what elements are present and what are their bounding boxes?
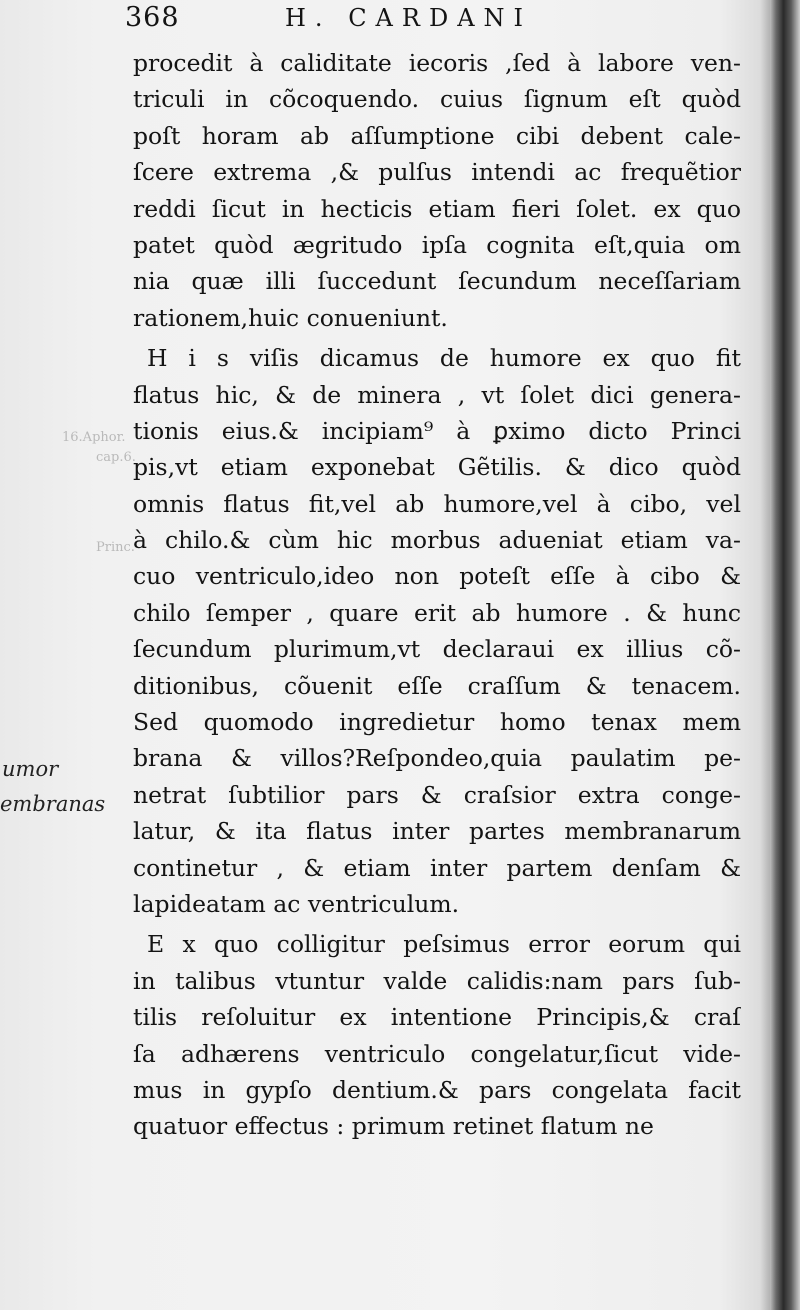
text-line: pis,vt etiam exponebat Gẽtilis. & dico quòd (133, 453, 741, 482)
text-line: ſecundum plurimum,vt declaraui ex illius cõ- (133, 635, 741, 664)
text-line: omnis flatus fit,vel ab humore,vel à cibo, vel (133, 489, 741, 518)
folio-number: 368 (125, 2, 180, 33)
show-through-text: Princ. (96, 540, 135, 555)
page-gutter (770, 0, 800, 1310)
text-line: latur, & ita flatus inter partes membranarum (133, 817, 741, 846)
text-line: Sed quomodo ingredietur homo tenax mem (133, 708, 741, 737)
body-text (133, 45, 741, 1145)
text-line: mus in gypſo dentium.& pars congelata facit (133, 1075, 741, 1104)
text-line: netrat ſubtilior pars & craſsior extra conge- (133, 780, 741, 809)
handwritten-margin-note: umor (2, 757, 59, 781)
running-title: H. CARDANI (285, 4, 533, 32)
text-line: tionis eius.& incipiam⁹ à ꝑximo dicto Princi (133, 416, 741, 445)
text-line: nia quæ illi ſuccedunt ſecundum neceſſariam (133, 267, 741, 296)
page-header (125, 2, 645, 42)
text-line: E x quo colligitur peſsimus error eorum qui (147, 930, 741, 959)
text-line: poſt horam ab aſſumptione cibi debent cale- (133, 121, 741, 150)
text-line: continetur , & etiam inter partem denſam & (133, 853, 741, 882)
text-line: procedit à caliditate iecoris ,ſed à labore ven- (133, 49, 741, 77)
text-line: à chilo.& cùm hic morbus adueniat etiam va- (133, 526, 741, 555)
text-line: tilis reſoluitur ex intentione Principis,& craſ (133, 1003, 741, 1032)
text-line: chilo ſemper , quare erit ab humore . & hunc (133, 598, 741, 627)
show-through-text: 16.Aphor. (62, 430, 126, 445)
text-line: rationem,huic conueniunt. (133, 303, 448, 332)
show-through-text: cap.6. (96, 450, 136, 465)
text-line: ditionibus, cõuenit eſſe craſſum & tenacem. (133, 671, 741, 700)
handwritten-margin-note: embranas (0, 792, 106, 816)
text-line: flatus hic, & de minera , vt ſolet dici genera- (133, 380, 741, 409)
text-line: cuo ventriculo,ideo non poteſt eſſe à cibo & (133, 562, 741, 591)
paragraph (133, 340, 741, 922)
paragraph (133, 45, 741, 336)
text-line: quatuor effectus : primum retinet flatum ne (133, 1112, 654, 1141)
text-line: in talibus vtuntur valde calidis:nam pars ſub- (133, 966, 741, 995)
text-line: brana & villos?Reſpondeo,quia paulatim pe- (133, 744, 741, 773)
text-line: ſa adhærens ventriculo congelatur,ſicut vide- (133, 1039, 741, 1068)
text-line: H i s viſis dicamus de humore ex quo fit (147, 344, 741, 373)
text-line: patet quòd ægritudo ipſa cognita eſt,quia om (133, 230, 741, 259)
text-line: reddi ſicut in hecticis etiam fieri ſolet. ex quo (133, 194, 741, 223)
text-line: ſcere extrema ,& pulſus intendi ac frequẽtior (133, 158, 741, 187)
paragraph (133, 926, 741, 1144)
text-line: triculi in cõcoquendo. cuius ſignum eſt quòd (133, 85, 741, 114)
text-line: lapideatam ac ventriculum. (133, 889, 460, 918)
